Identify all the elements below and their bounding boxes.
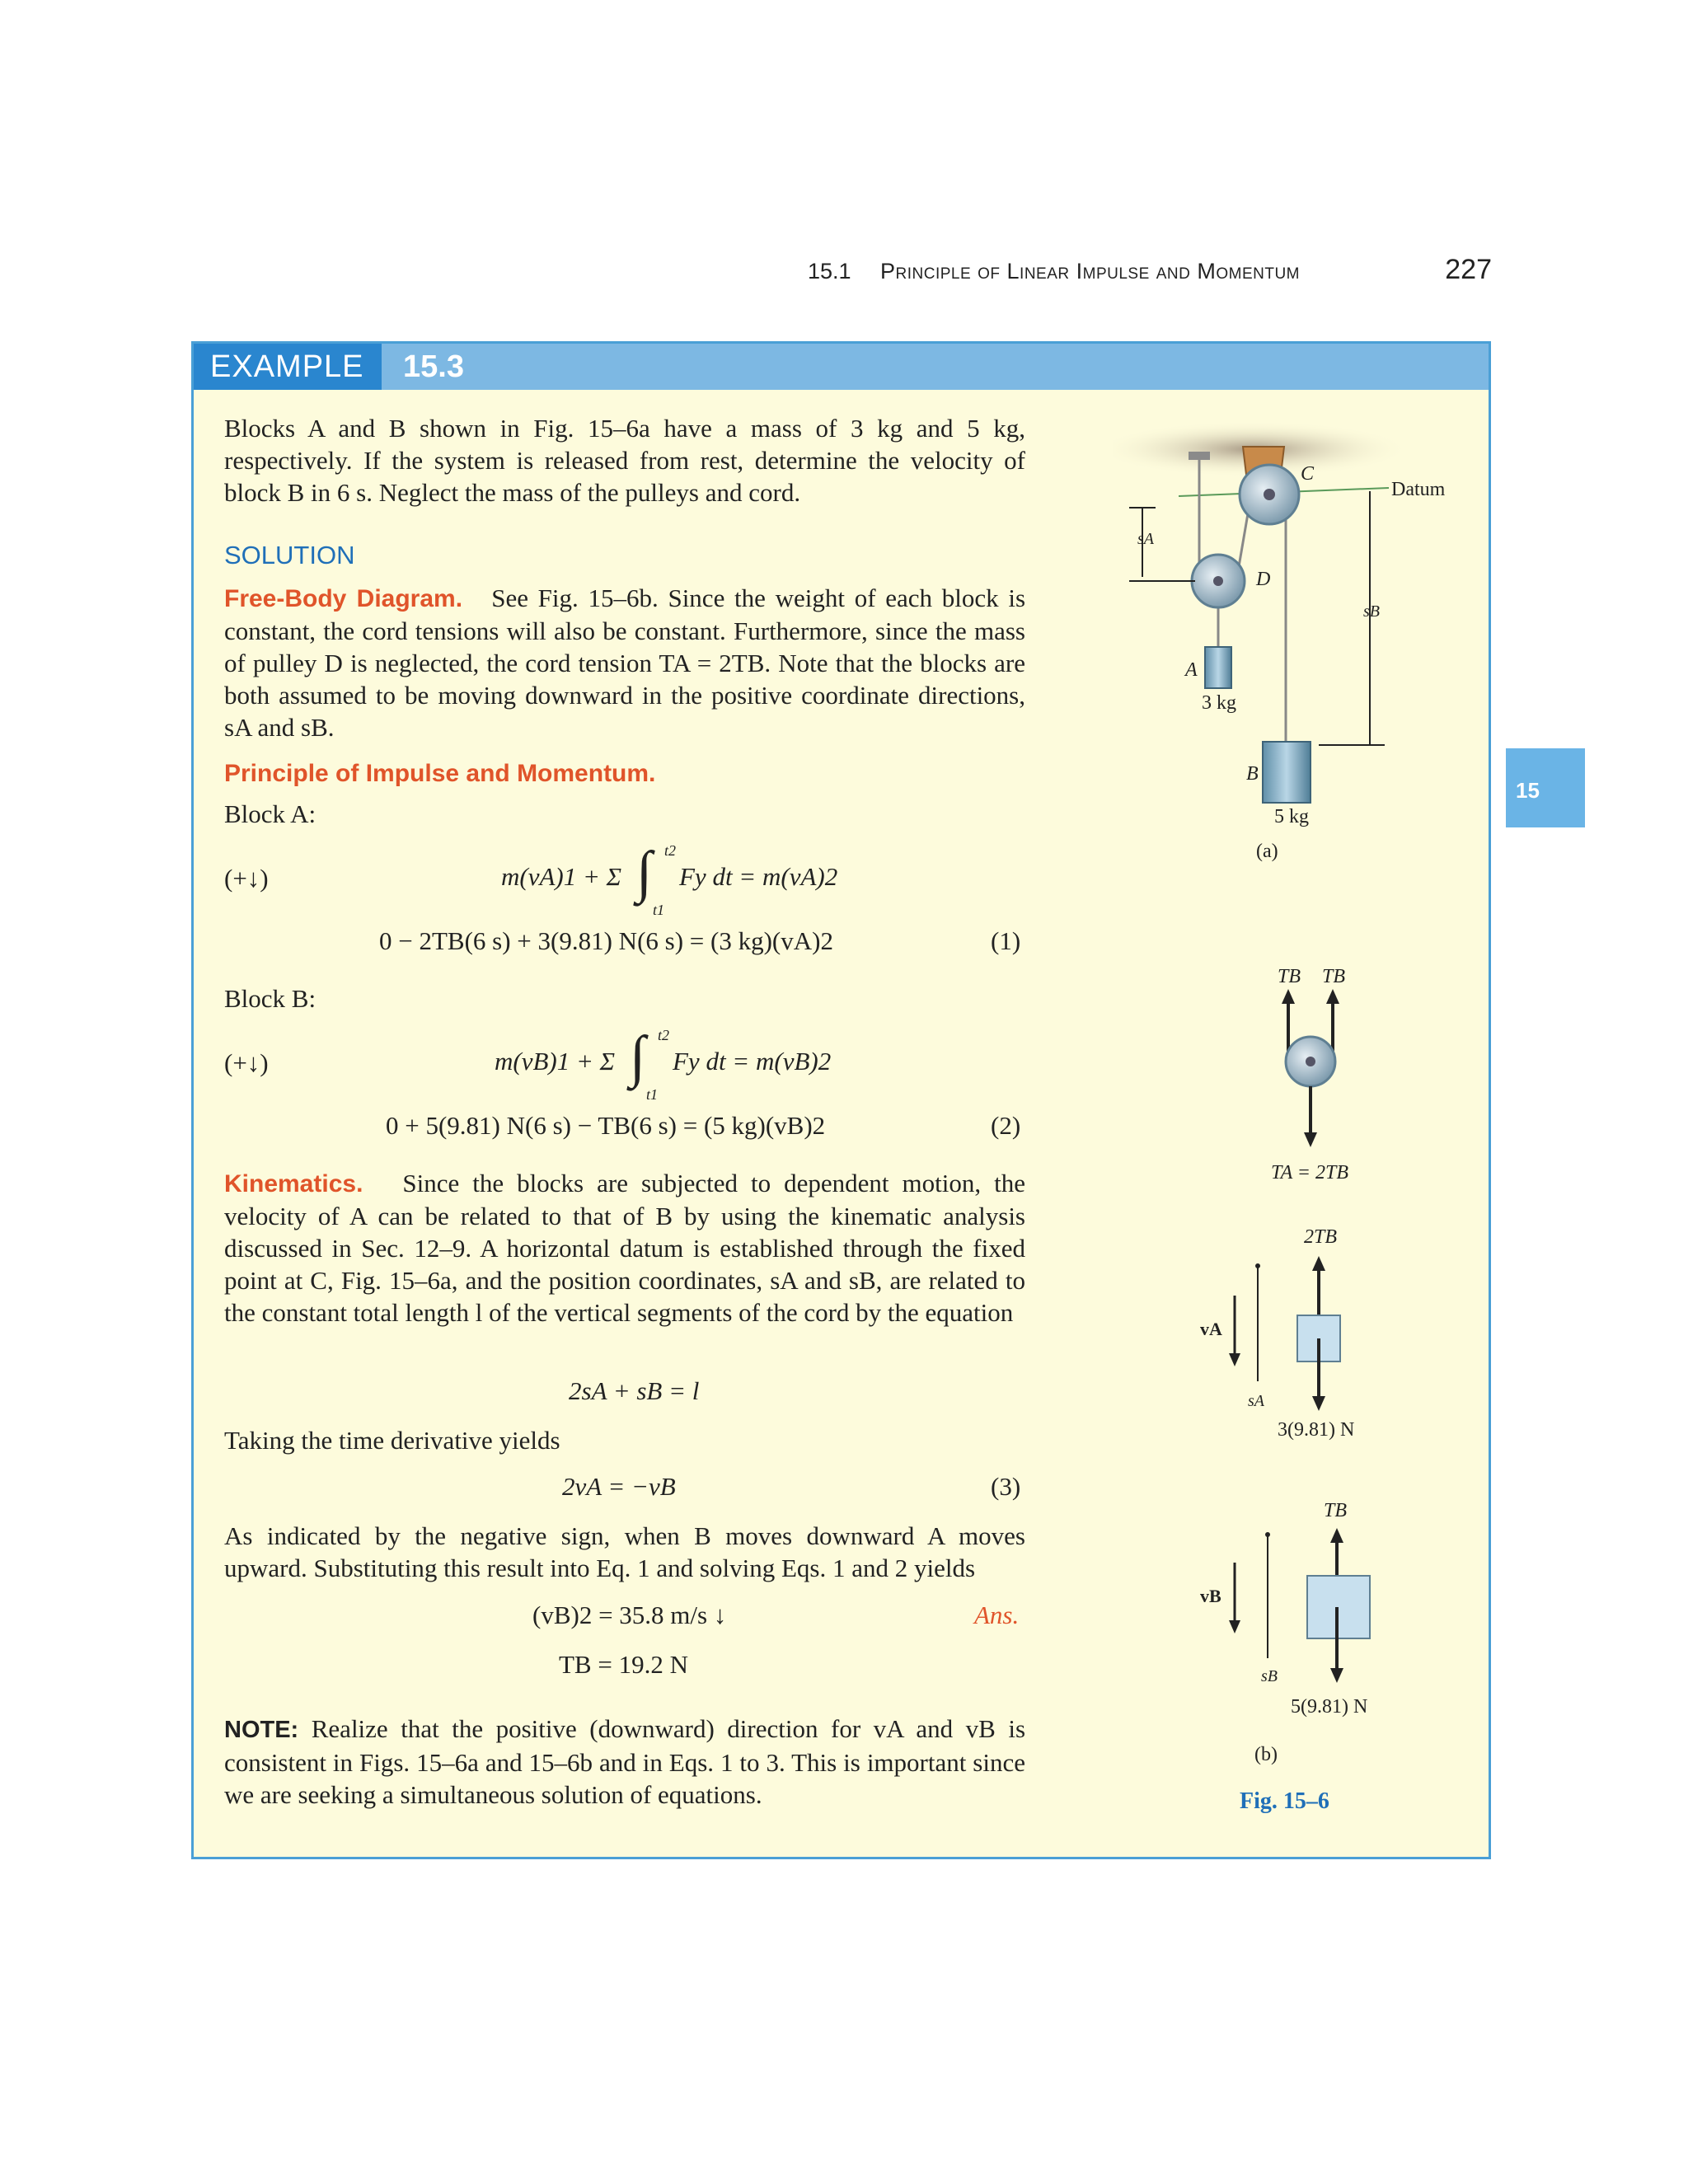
label-fig-a: (a) [1256,841,1278,862]
equation-2-number: (2) [991,1111,1021,1140]
mass-b: 5 kg [1274,806,1309,827]
label-fig-b: (b) [1254,1744,1278,1765]
fbd-pulley-d-hub [1306,1057,1315,1066]
sign-convention-a: (+↓) [224,864,269,893]
ta-equation-label: TA = 2TB [1271,1162,1348,1183]
arrow-tb-block-b-head [1330,1528,1343,1543]
tb-block-b-label: TB [1324,1500,1348,1521]
arrow-tb-left-head [1282,989,1295,1004]
vb-label: vB [1200,1586,1221,1606]
label-c: C [1301,463,1315,485]
integral-sign-b: ∫ [630,1025,646,1089]
weight-a-label: 3(9.81) N [1278,1419,1355,1441]
example-header [194,344,1489,390]
block-b-label: Block B: [224,984,316,1013]
problem-statement: Blocks A and B shown in Fig. 15–6a have a mass of 3 kg and 5 kg, respectively. If the system is released from rest, determine the velocity of block B in 6 s. Neglect the mass of the pulleys and cord. [224,414,1025,507]
example-label: EXAMPLE [194,344,382,390]
arrow-2tb-head [1312,1256,1325,1271]
solution-heading: SOLUTION [224,541,355,569]
equation-3-number: (3) [991,1472,1021,1501]
arrow-tb-right-head [1326,989,1339,1004]
two-tb-label: 2TB [1304,1226,1338,1248]
note-text: Realize that the positive (downward) direction for vA and vB is consistent in Figs. 15–6a and 15–6b and in Eqs. 1 to 3. This is important since we are seeking a simultaneous solution of equations. [224,1714,1026,1809]
block-a-label: Block A: [224,799,316,828]
label-a: A [1185,659,1198,681]
answer-vb: (vB)2 = 35.8 m/s ↓ [532,1601,727,1629]
integral-upper-a: t2 [664,842,677,859]
example-number: 15.3 [403,349,464,384]
integral-sign-a: ∫ [636,841,653,904]
arrow-ta-head [1304,1132,1317,1147]
equation-3: 2vA = −vB [562,1472,676,1501]
datum-label: Datum [1391,479,1446,500]
kinematics-text: Since the blocks are subjected to dependent motion, the velocity of A can be related to that of B by using the kinematic analysis discussed in Sec. 12–9. A horizontal datum is established through the fixed point at C, Fig. 15–6a, and the position coordinates, sA and sB, are related to the constant total length l of the vertical segments of the cord by the equation [224,1169,1025,1327]
integral-lower-a: t1 [653,902,665,918]
pulley-c-hub [1264,489,1275,500]
pulley-d-hub [1213,576,1223,586]
sign-convention-b: (+↓) [224,1048,269,1077]
fbd-heading: Free-Body Diagram. [224,585,463,612]
tb-right-label: TB [1322,966,1346,987]
weight-b-label: 5(9.81) N [1291,1696,1368,1718]
label-b: B [1246,763,1259,785]
kinematics-heading: Kinematics. [224,1170,363,1197]
length-equation: 2sA + sB = l [569,1376,700,1405]
note-paragraph [224,1713,1025,1811]
sa-coordinate-label: sA [1248,1392,1264,1410]
equation-2: 0 + 5(9.81) N(6 s) − TB(6 s) = (5 kg)(vB)2 [386,1111,826,1140]
figure-15-6 [1113,412,1492,1854]
fbd-paragraph [224,582,1025,743]
chapter-tab: 15 [1506,748,1585,827]
block-b [1263,742,1311,803]
sb-coordinate-dot [1265,1532,1270,1537]
eq-a-general-right: Fy dt = m(vA)2 [679,862,838,891]
figure-caption: Fig. 15–6 [1240,1788,1329,1814]
va-arrow-head [1229,1353,1240,1366]
eq-b-general-right: Fy dt = m(vB)2 [673,1047,832,1076]
page-number: 227 [1445,254,1492,285]
impulse-heading: Principle of Impulse and Momentum. [224,760,656,787]
integral-lower-b: t1 [646,1086,659,1103]
note-label: NOTE: [224,1717,299,1743]
eq-a-general-left: m(vA)1 + Σ [501,862,622,891]
section-title: Principle of Linear Impulse and Momentum [880,259,1301,284]
running-head [808,254,1492,290]
answer-tb: TB = 19.2 N [559,1650,688,1679]
equation-1: 0 − 2TB(6 s) + 3(9.81) N(6 s) = (3 kg)(vA)2 [379,926,833,955]
integral-upper-b: t2 [658,1027,670,1043]
vb-arrow-head [1229,1620,1240,1633]
block-a [1205,647,1231,688]
derivative-text: Taking the time derivative yields [224,1426,560,1455]
sb-coordinate-label: sB [1261,1667,1278,1685]
fbd-text: See Fig. 15–6b. Since the weight of each block is constant, the cord tensions will also be constant. Furthermore, since the mass of pulley D is neglected, the cord tension TA = 2TB. Note that the blocks are both assumed to be moving downward in the positive coordinate directions, sA and sB. [224,583,1026,742]
label-sb: sB [1363,602,1380,621]
answer-label: Ans. [974,1601,1020,1629]
arrow-weight-b-head [1330,1668,1343,1683]
mass-a: 3 kg [1202,692,1236,714]
label-d: D [1256,569,1271,590]
arrow-weight-a-head [1312,1396,1325,1411]
sa-coordinate-dot [1255,1263,1260,1268]
eq-b-general-left: m(vB)1 + Σ [495,1047,616,1076]
va-label: vA [1200,1319,1222,1339]
section-number: 15.1 [808,259,851,284]
label-sa: sA [1137,530,1154,548]
tb-left-label: TB [1278,966,1301,987]
hanger-left [1189,452,1210,460]
equation-1-number: (1) [991,926,1021,955]
kinematics-paragraph [224,1167,1025,1329]
result-paragraph: As indicated by the negative sign, when B moves downward A moves upward. Substituting this result into Eq. 1 and solving Eqs. 1 and 2 yields [224,1521,1025,1582]
